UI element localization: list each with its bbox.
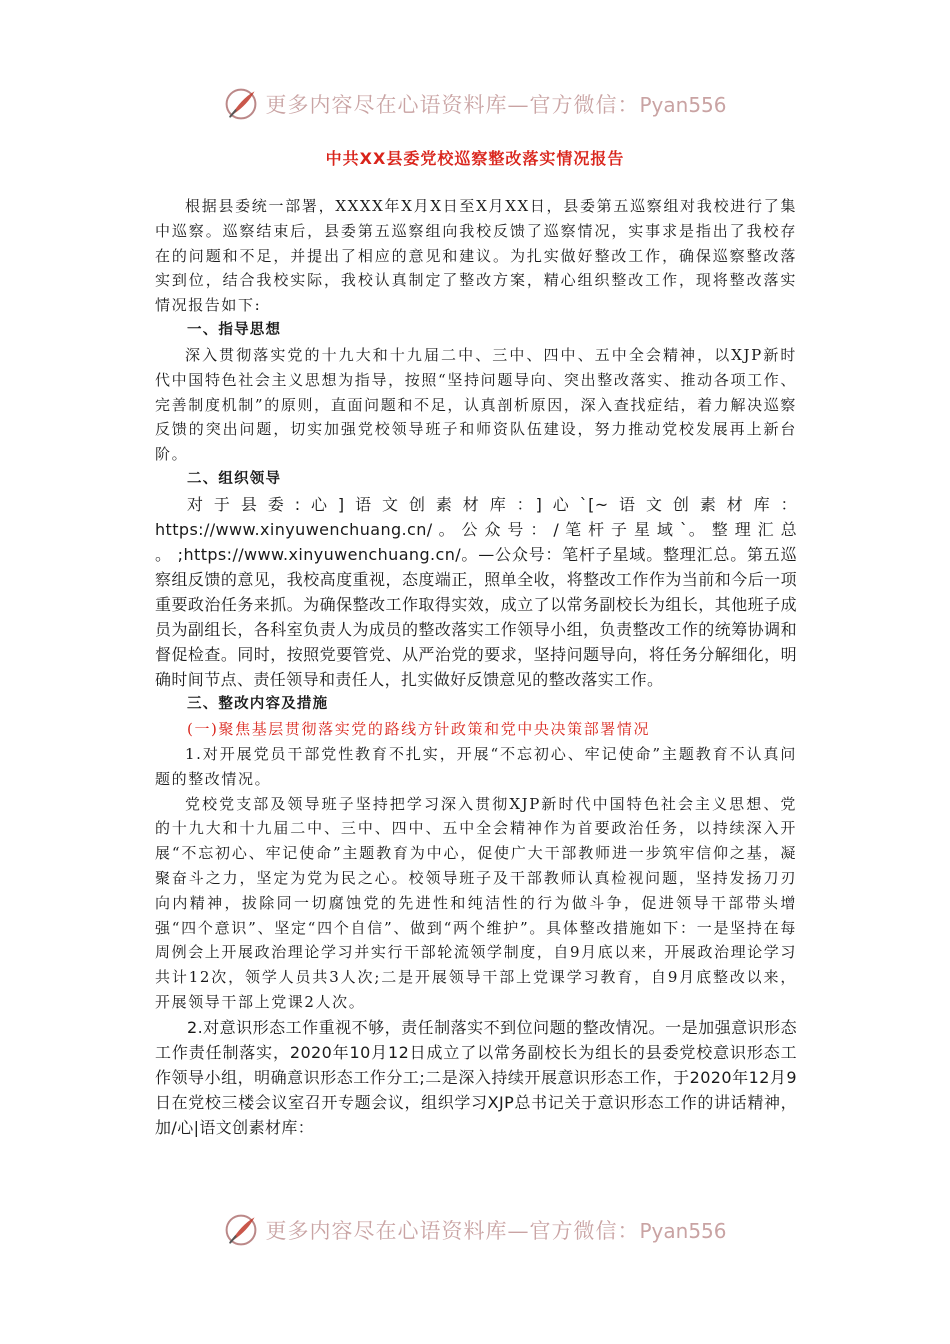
section3-heading: 三、整改内容及措施 bbox=[187, 695, 329, 712]
section2-heading: 二、组织领导 bbox=[187, 470, 282, 487]
item1-paragraph: 党校党支部及领导班子坚持把学习深入贯彻XJP新时代中国特色社会主义思想、党的十九大和十九届二中、三中、四中、五中全会精神作为首要政治任务，以持续深入开展“不忘初心、牢记使命”主题教育为中心，促使广大干部教师进一步筑牢信仰之基，凝聚奋斗之力，坚定为党为民之心。校领导班子及干部教师认真检视问题，坚持发扬刀刃向内精神，拔除同一切腐蚀党的先进性和纯洁性的行为做斗争，促进领导干部带头增强“四个意识”、坚定“四个自信”、做到“两个维护”。具体整改措施如下：一是坚持在每周例会上开展政治理论学习并实行干部轮流领学制度，自9月底以来，开展政治理论学习共计12次，领学人员共3人次;二是开展领导干部上党课学习教育，自9月底整改以来，开展领导干部上党课2人次。 bbox=[155, 794, 797, 1011]
watermark-main: 更多内容尽在心语资料库—官方微信： bbox=[265, 93, 640, 117]
section1-heading: 一、指导思想 bbox=[187, 321, 282, 338]
document-title: 中共XX县委党校巡察整改落实情况报告 bbox=[325, 149, 625, 168]
watermark-text bbox=[265, 1215, 726, 1245]
watermark-footer bbox=[0, 1208, 950, 1252]
item1-title: 1.对开展党员干部党性教育不扎实，开展“不忘初心、牢记使命”主题教育不认真问题的整改情况。 bbox=[155, 744, 797, 788]
item2-paragraph: 2.对意识形态工作重视不够，责任制落实不到位问题的整改情况。一是加强意识形态工作责任制落实，2020年10月12日成立了以常务副校长为组长的县委党校意识形态工作领导小组，明确意识形态工作分工;二是深入持续开展意识形态工作，于2020年12月9日在党校三楼会议室召开专题会议，组织学习XJP总书记关于意识形态工作的讲话精神，加/心|语文创素材库： bbox=[155, 1017, 797, 1137]
watermark-main: 更多内容尽在心语资料库—官方微信： bbox=[265, 1219, 640, 1243]
watermark-wechat-id: Pyan556 bbox=[639, 93, 727, 117]
document-body bbox=[155, 194, 797, 1140]
watermark-wechat-id: Pyan556 bbox=[639, 1219, 727, 1243]
section2-paragraph: 对于县委:心]语文创素材库：]心`[~语文创素材库：https://www.xinyuwenchuang.cn/ 。 公 众 号 ： / 笔 杆 子 星 域 `。 整 理 汇 总 。 ;https://www.xinyuwenchuang.cn/。—公众号：笔杆子星域。整理汇总。第五巡察组反馈的意见，我校高度重视，态度端正，照单全收，将整改工作作为当前和今后一项重要政治任务来抓。为确保整改工作取得实效，成立了以常务副校长为组长，其他班子成员为副组长，各科室负责人为成员的整改落实工作领导小组，负责整改工作的统筹协调和督促检查。同时，按照党要管党、从严治党的要求，坚持问题导向，将任务分解细化，明确时间节点、责任领导和责任人，扎实做好反馈意见的整改落实工作。 bbox=[155, 494, 797, 689]
quill-logo-icon bbox=[223, 86, 259, 122]
section1-paragraph: 深入贯彻落实党的十九大和十九届二中、三中、四中、五中全会精神，以XJP新时代中国特色社会主义思想为指导，按照“坚持问题导向、突出整改落实、推动各项工作、完善制度机制”的原则，直面问题和不足，认真剖析原因，深入查找症结，着力解决巡察反馈的突出问题，切实加强党校领导班子和师资队伍建设，努力推动党校发展再上新台阶。 bbox=[155, 345, 797, 464]
quill-logo-icon bbox=[223, 1212, 259, 1248]
section3-subheading: (一)聚焦基层贯彻落实党的路线方针政策和党中央决策部署情况 bbox=[187, 719, 651, 738]
watermark-text bbox=[265, 89, 726, 119]
watermark-header bbox=[0, 82, 950, 126]
intro-paragraph: 根据县委统一部署，XXXX年X月X日至X月XX日，县委第五巡察组对我校进行了集中巡察。巡察结束后，县委第五巡察组向我校反馈了巡察情况，实事求是指出了我校存在的问题和不足，并提出了相应的意见和建议。为扎实做好整改工作，确保巡察整改落实到位，结合我校实际，我校认真制定了整改方案，精心组织整改工作，现将整改落实情况报告如下: bbox=[155, 197, 797, 315]
